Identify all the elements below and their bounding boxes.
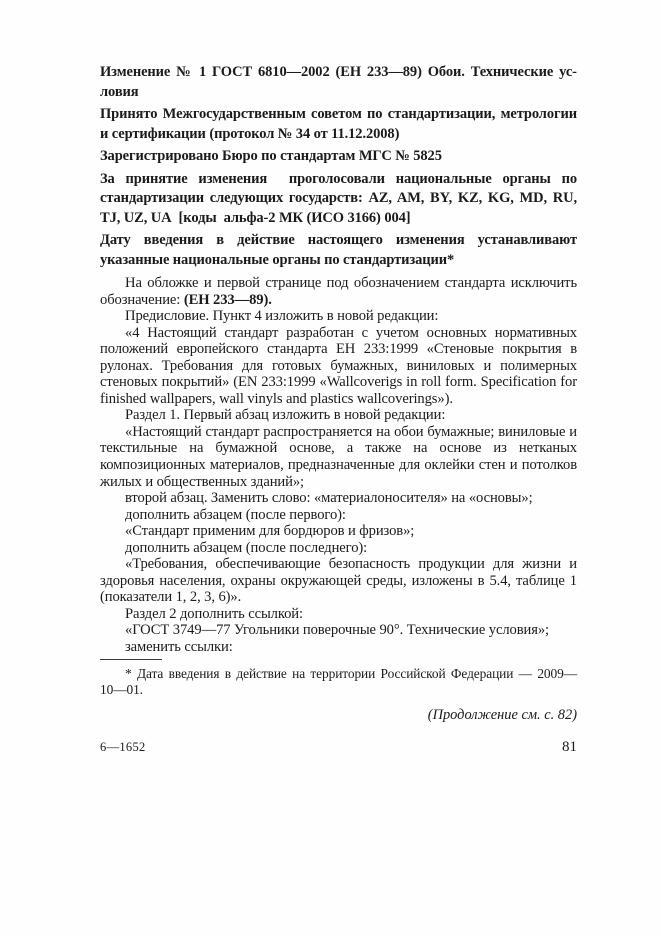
body-paragraph: заменить ссылки: [125, 639, 233, 656]
footnote-effective-date: * Дата введения в действие на территории Российской Федерации — 2009—10—01. [100, 665, 577, 697]
header-paragraph-effective-date: Дату введения в действие настоящего изменения устанавливают указанные национальные органы по стандартизации* [100, 232, 577, 268]
body-paragraph: дополнить абзацем (после последнего): [125, 539, 368, 556]
body-paragraph: Раздел 1. Первый абзац изложить в новой редакции: [125, 407, 446, 424]
header-paragraph-accepted: Принято Межгосударственным советом по стандартизации, метрологии и сертификации (протокол № 34 от 11.12.2008) [100, 106, 577, 142]
body-paragraph: дополнить абзацем (после первого): [125, 506, 346, 523]
body-paragraph: Предисловие. Пункт 4 изложить в новой редакции: [125, 308, 439, 325]
footnote-divider [100, 659, 162, 660]
body-paragraph: «Настоящий стандарт распространяется на обои бумажные; виниловые и текстильные на бумажной основе, а также на основе из нетканых композиционных материалов, предназначенные для оклейки стен и потолков жилых и общественных зданий»; [100, 423, 577, 490]
print-signature: 6—1652 [100, 739, 146, 754]
body-paragraph: второй абзац. Заменить слово: «материалоносителя» на «основы»; [125, 490, 533, 507]
body-paragraph: «Требования, обеспечивающие безопасность продукции для жизни и здоровья населения, охраны окружающей среды, изложены в 5.4, таблице 1 (показатели 1, 2, 3, 6)». [100, 556, 577, 606]
header-paragraph-registered: Зарегистрировано Бюро по стандартам МГС № 5825 [100, 148, 442, 164]
amendment-body [100, 275, 577, 656]
body-paragraph: «4 Настоящий стандарт разработан с учетом основных нормативных положений европейского стандарта ЕН 233:1999 «Стеновые покрытия в рулонах. Требования для готовых бумажных, виниловых и полимерных стеновых покрытий» (EN 233:1999 «Wallcoverigs in roll form. Specification for finished wallpapers, wall vinyls and plastics wallcoverings»). [100, 324, 577, 407]
document-header [100, 63, 577, 270]
body-paragraph-cover-note [100, 275, 577, 308]
deleted-designation: (ЕН 233—89). [183, 291, 272, 308]
body-paragraph: «ГОСТ 3749—77 Угольники поверочные 90°. Технические условия»; [125, 622, 549, 639]
body-paragraph: «Стандарт применим для бордюров и фризов»; [125, 523, 415, 540]
page-number: 81 [562, 738, 577, 755]
amendment-title: Изменение № 1 ГОСТ 6810—2002 (ЕН 233—89) Обои. Технические условия [100, 64, 577, 100]
header-paragraph-voting-states: За принятие изменения проголосовали национальные органы по стандартизации следующих государств: AZ, AM, BY, KZ, KG, MD, RU, TJ, UZ, UA [коды альфа-2 МК (ИСО 3166) 004] [100, 170, 577, 226]
body-paragraph: Раздел 2 дополнить ссылкой: [125, 605, 303, 622]
body-paragraph-cover-note-text: На обложке и первой странице под обозначением стандарта исключить обозначение: [100, 275, 577, 308]
page-footer [100, 739, 577, 756]
continuation-note: (Продолжение см. с. 82) [427, 706, 577, 723]
